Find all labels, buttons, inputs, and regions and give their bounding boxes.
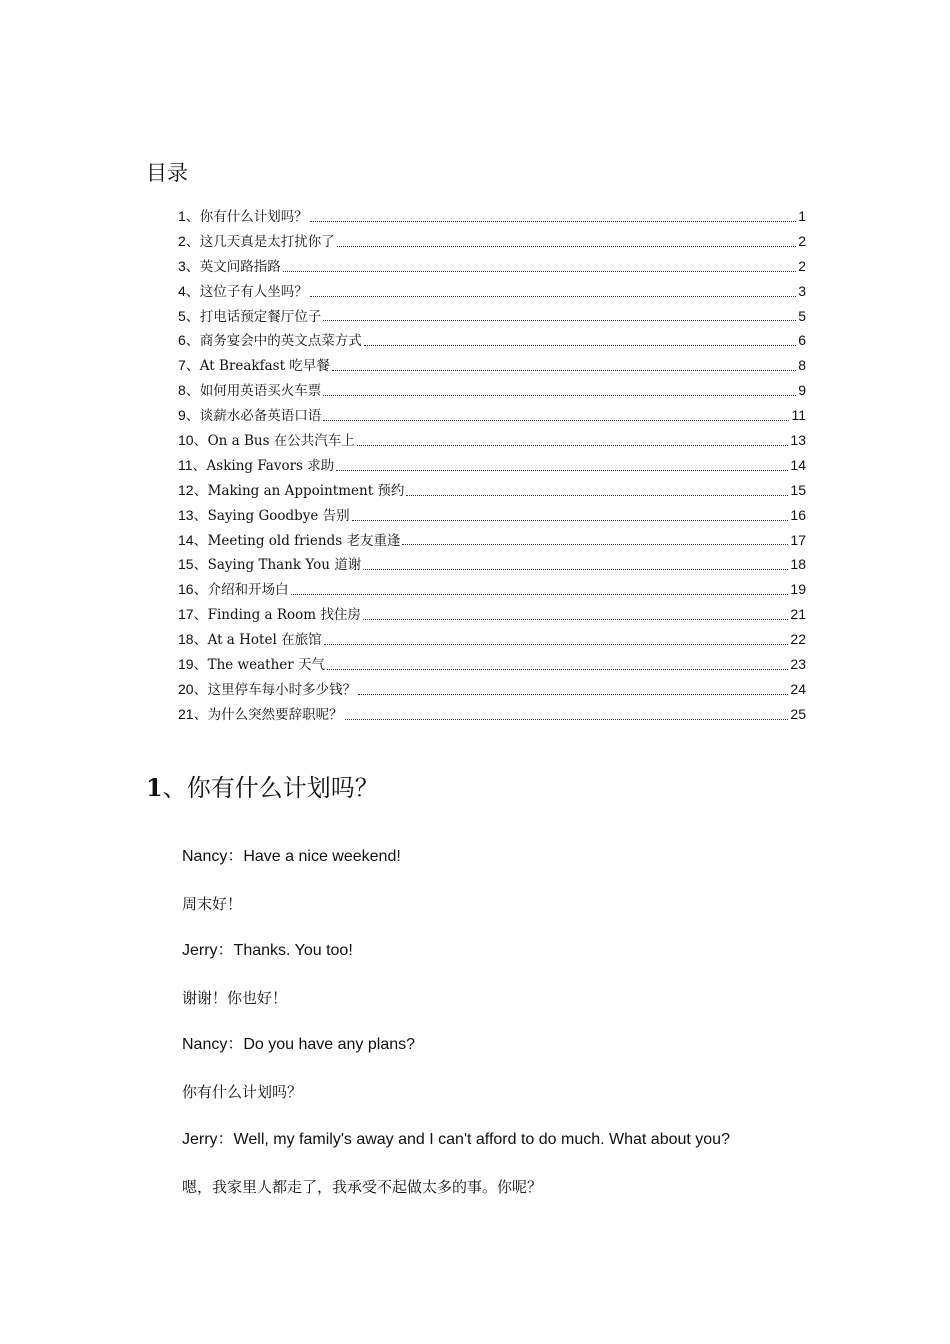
toc-entry-number: 17、 [178, 606, 208, 623]
toc-entry-page: 1 [798, 208, 806, 224]
toc-entry-page: 13 [790, 432, 806, 449]
toc-entry-label: At Breakfast 吃早餐 [199, 358, 330, 375]
toc-entry-page: 11 [791, 407, 806, 424]
toc-entry-number: 11、 [178, 456, 207, 473]
toc-entry[interactable] [178, 403, 806, 428]
toc-dot-leader [327, 669, 788, 670]
toc-entry-label: 这里停车每小时多少钱？ [207, 681, 357, 698]
toc-entry-page: 9 [798, 382, 806, 399]
toc-entry-label: 为什么突然要辞职呢？ [207, 706, 343, 723]
toc-entry-page: 3 [798, 282, 806, 299]
toc-entry-label: 谈薪水必备英语口语 [199, 408, 322, 425]
toc-entry-label: 打电话预定餐厅位子 [199, 308, 322, 325]
toc-entry[interactable] [178, 478, 806, 503]
toc-entry-number: 3、 [178, 257, 200, 274]
toc-dot-leader [323, 395, 796, 396]
toc-entry-label: The weather 天气 [207, 657, 326, 674]
dialog-block [182, 842, 822, 1219]
toc-entry-label: Finding a Room 找住房 [207, 607, 361, 624]
toc-title: 目录 [146, 161, 188, 185]
toc-entry-number: 20、 [178, 680, 208, 697]
toc-entry-label: 商务宴会中的英文点菜方式 [199, 333, 362, 350]
toc-entry-page: 21 [790, 606, 806, 623]
toc-entry[interactable] [178, 304, 806, 329]
toc-entry-number: 21、 [178, 705, 208, 722]
toc-entry-label: 如何用英语买火车票 [199, 383, 322, 400]
toc-dot-leader [357, 445, 789, 446]
toc-dot-leader [324, 644, 789, 645]
toc-entry-page: 8 [798, 357, 806, 374]
toc-entry-label: At a Hotel 在旅馆 [207, 632, 322, 649]
toc-entry-page: 2 [798, 257, 806, 274]
toc-entry-label: Saying Goodbye 告别 [207, 507, 350, 524]
toc-entry-number: 14、 [178, 531, 208, 548]
toc-entry-number: 19、 [178, 656, 208, 673]
toc-entry-number: 9、 [178, 407, 200, 424]
toc-entry-number: 4、 [178, 282, 200, 299]
toc-dot-leader [352, 520, 789, 521]
toc-entry-number: 6、 [178, 332, 200, 349]
toc-entry-number: 18、 [178, 631, 208, 648]
toc-entry-number: 10、 [178, 432, 208, 449]
toc-entry[interactable] [178, 254, 806, 279]
toc-entry[interactable] [178, 353, 806, 378]
dialog-line-english: Jerry：Well, my family's away and I can't afford to do much. What about you? [182, 1130, 730, 1148]
toc-entry[interactable] [178, 602, 806, 627]
toc-entry[interactable] [178, 328, 806, 353]
toc-entry-label: On a Bus 在公共汽车上 [207, 433, 355, 450]
toc-entry-label: Making an Appointment 预约 [207, 482, 405, 499]
toc-entry-page: 17 [790, 531, 806, 548]
toc-entry[interactable] [178, 528, 806, 553]
toc-entry[interactable] [178, 229, 806, 254]
toc-entry-number: 2、 [178, 232, 200, 249]
toc-dot-leader [323, 420, 789, 421]
toc-entry-number: 16、 [178, 581, 208, 598]
toc-entry-label: 这几天真是太打扰你了 [199, 233, 335, 250]
toc-dot-leader [310, 221, 796, 222]
dialog-line-english: Nancy：Have a nice weekend! [182, 848, 401, 865]
toc-entry-page: 25 [790, 705, 806, 722]
toc-entry-label: 你有什么计划吗？ [199, 209, 308, 225]
toc-entry[interactable] [178, 204, 806, 229]
toc-dot-leader [337, 246, 796, 247]
section-heading [146, 768, 379, 808]
toc-dot-leader [402, 544, 788, 545]
toc-dot-leader [283, 271, 796, 272]
toc-entry-number: 7、 [178, 357, 200, 374]
toc-entry-page: 6 [798, 332, 806, 349]
toc-entry-label: Saying Thank You 道谢 [207, 557, 362, 574]
dialog-line-english: Nancy：Do you have any plans? [182, 1036, 416, 1054]
toc-dot-leader [363, 619, 789, 620]
toc-entry-label: Asking Favors 求助 [206, 457, 335, 474]
toc-entry-number: 15、 [178, 556, 208, 573]
section-title: 、你有什么计划吗？ [162, 774, 379, 802]
toc-dot-leader [323, 320, 796, 321]
toc-entry[interactable] [178, 503, 806, 528]
dialog-line-chinese: 谢谢！你也好！ [182, 989, 288, 1008]
toc-dot-leader [406, 495, 788, 496]
toc-entry-label: Meeting old friends 老友重逢 [207, 532, 401, 549]
dialog-line-chinese: 周末好！ [182, 895, 243, 914]
toc-entry-page: 16 [790, 506, 806, 523]
toc-entry-number: 13、 [178, 506, 208, 523]
toc-entry-page: 14 [790, 456, 806, 473]
toc-entry[interactable] [178, 702, 806, 727]
toc-dot-leader [310, 296, 796, 297]
toc-dot-leader [291, 594, 789, 595]
toc-entry-page: 23 [790, 656, 806, 673]
toc-entry-page: 15 [790, 481, 806, 498]
toc-dot-leader [332, 370, 796, 371]
toc-entry-page: 22 [790, 631, 806, 648]
toc-entry-page: 19 [790, 581, 806, 598]
toc-entry-number: 8、 [178, 382, 200, 399]
dialog-line-chinese: 嗯，我家里人都走了，我承受不起做太多的事。你呢？ [182, 1177, 543, 1196]
section-number: 1 [146, 773, 163, 802]
toc-entry[interactable] [178, 378, 806, 403]
toc-entry-label: 介绍和开场白 [207, 582, 289, 599]
toc-entry[interactable] [178, 428, 806, 453]
dialog-line-chinese: 你有什么计划吗？ [182, 1083, 303, 1102]
toc-entry[interactable] [178, 652, 806, 677]
toc-entry[interactable] [178, 627, 806, 652]
toc-entry[interactable] [178, 279, 806, 304]
toc-dot-leader [364, 345, 796, 346]
toc-dot-leader [358, 694, 788, 695]
toc-entry-number: 1、 [178, 208, 200, 224]
toc-entry-page: 18 [790, 556, 806, 573]
toc-dot-leader [363, 569, 788, 570]
toc-entry[interactable] [178, 577, 806, 602]
toc-dot-leader [345, 719, 789, 720]
toc-entry[interactable] [178, 552, 806, 577]
toc-entry[interactable] [178, 677, 806, 702]
toc-entry-label: 这位子有人坐吗？ [199, 283, 308, 300]
toc-entry-page: 5 [798, 307, 806, 324]
dialog-line-english: Jerry：Thanks. You too! [182, 942, 353, 960]
toc-entry-number: 12、 [178, 481, 208, 498]
toc-entry-page: 24 [790, 680, 806, 697]
toc-entry[interactable] [178, 453, 806, 478]
table-of-contents [178, 204, 806, 727]
toc-entry-label: 英文问路指路 [199, 258, 281, 275]
toc-entry-number: 5、 [178, 307, 200, 324]
toc-entry-page: 2 [798, 232, 806, 249]
toc-dot-leader [336, 470, 788, 471]
